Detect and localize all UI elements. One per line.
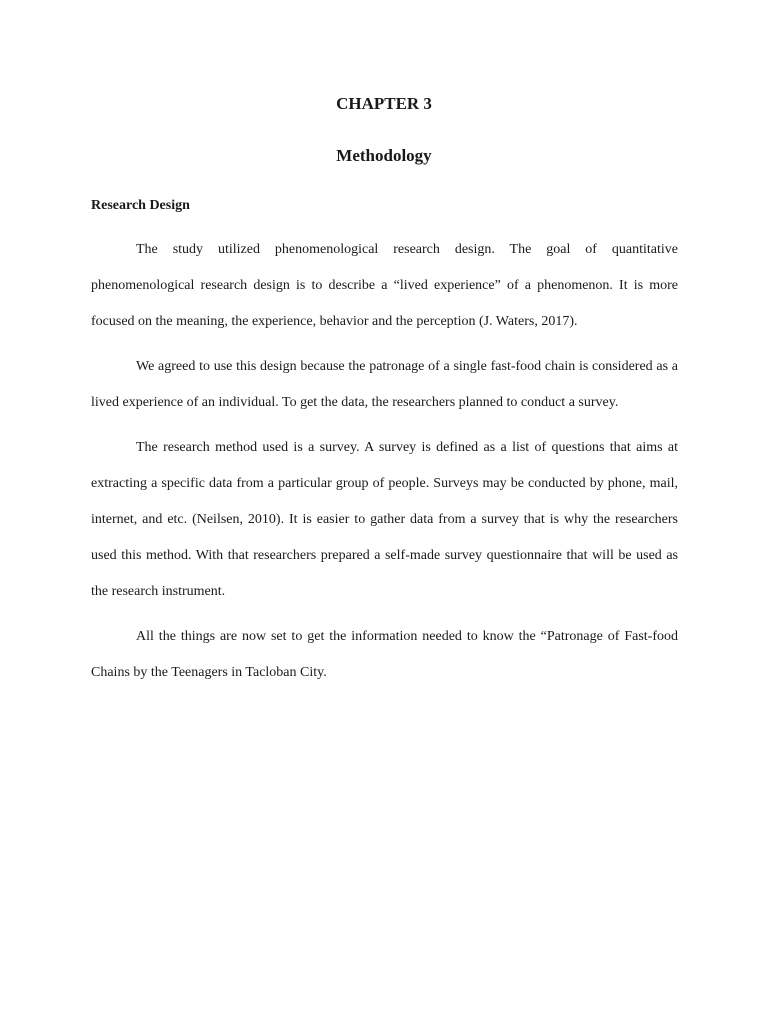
chapter-heading: CHAPTER 3 bbox=[336, 94, 432, 113]
paragraph: The study utilized phenomenological research design. The goal of quantitative phenomenological research design is to describe a “lived experience” of a phenomenon. It is more focused on the meaning, the experience, behavior and the perception (J. Waters, 2017). bbox=[91, 242, 678, 329]
section-title: Methodology bbox=[336, 146, 432, 165]
paragraph: The research method used is a survey. A survey is defined as a list of questions that aims at extracting a specific data from a particular group of people. Surveys may be conducted by phone, mail, internet, and etc. (Neilsen, 2010). It is easier to gather data from a survey that is why the researchers used this method. With that researchers prepared a self-made survey questionnaire that will be used as the research instrument. bbox=[91, 440, 678, 599]
body-text bbox=[91, 232, 678, 700]
subheading-research-design: Research Design bbox=[91, 198, 190, 213]
paragraph: All the things are now set to get the information needed to know the “Patronage of Fast-food Chains by the Teenagers in Tacloban City. bbox=[91, 629, 678, 680]
paragraph: We agreed to use this design because the patronage of a single fast-food chain is considered as a lived experience of an individual. To get the data, the researchers planned to conduct a survey. bbox=[91, 359, 678, 410]
